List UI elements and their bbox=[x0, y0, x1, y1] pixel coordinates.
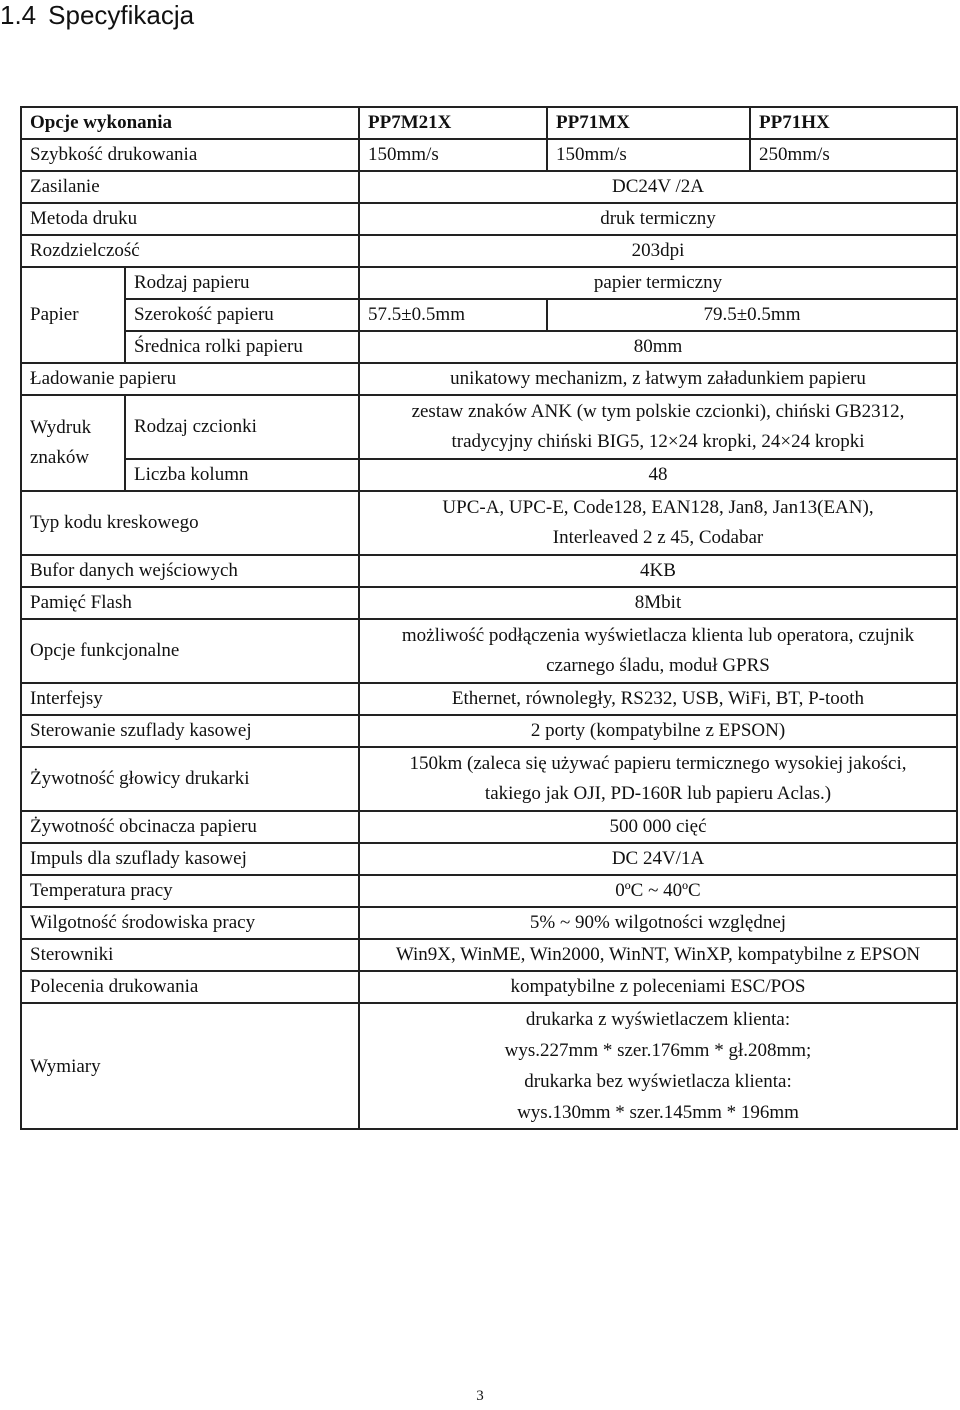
value-line: UPC-A, UPC-E, Code128, EAN128, Jan8, Jan13(EAN), bbox=[442, 497, 874, 518]
row-label: Polecenia drukowania bbox=[21, 971, 359, 1003]
row-group-label: Papier bbox=[21, 267, 125, 363]
table-row-drawer-pulse bbox=[21, 843, 957, 875]
row-label: Żywotność obcinacza papieru bbox=[21, 811, 359, 843]
model-pp7m21x: PP7M21X bbox=[359, 107, 547, 139]
label-line: znaków bbox=[30, 447, 90, 468]
row-label: Wilgotność środowiska pracy bbox=[21, 907, 359, 939]
value-line: 150km (zaleca się używać papieru termicznego wysokiej jakości, bbox=[409, 753, 907, 774]
page-number: 3 bbox=[476, 1388, 484, 1404]
row-label: Rozdzielczość bbox=[21, 235, 359, 267]
model-pp71hx: PP71HX bbox=[750, 107, 957, 139]
row-label: Temperatura pracy bbox=[21, 875, 359, 907]
row-value: 57.5±0.5mm bbox=[359, 299, 547, 331]
row-value: 80mm bbox=[359, 331, 957, 363]
value-line: Interleaved 2 z 45, Codabar bbox=[552, 527, 764, 548]
row-value bbox=[359, 747, 957, 811]
table-row-speed bbox=[21, 139, 957, 171]
row-value: Win9X, WinME, Win2000, WinNT, WinXP, kompatybilne z EPSON bbox=[359, 939, 957, 971]
value-line: takiego jak OJI, PD-160R lub papieru Aclas.) bbox=[484, 783, 832, 804]
table-row-buffer bbox=[21, 555, 957, 587]
value-line: zestaw znaków ANK (w tym polskie czcionki), chiński GB2312, bbox=[411, 401, 905, 422]
row-label: Sterowniki bbox=[21, 939, 359, 971]
value-line: tradycyjny chiński BIG5, 12×24 kropki, 24×24 kropki bbox=[451, 431, 865, 452]
row-label: Pamięć Flash bbox=[21, 587, 359, 619]
row-value: 0ºC ~ 40ºC bbox=[359, 875, 957, 907]
row-value: 500 000 cięć bbox=[359, 811, 957, 843]
row-value: 203dpi bbox=[359, 235, 957, 267]
table-row-loading bbox=[21, 363, 957, 395]
row-value: 79.5±0.5mm bbox=[547, 299, 957, 331]
table-row-columns bbox=[21, 459, 957, 491]
table-row-paper-width bbox=[21, 299, 957, 331]
label-line: Wydruk bbox=[30, 417, 92, 438]
row-label: Typ kodu kreskowego bbox=[21, 491, 359, 555]
row-label: Szybkość drukowania bbox=[21, 139, 359, 171]
row-label: Zasilanie bbox=[21, 171, 359, 203]
row-label: Żywotność głowicy drukarki bbox=[21, 747, 359, 811]
value-line: czarnego śladu, moduł GPRS bbox=[546, 655, 770, 676]
table-header-row bbox=[21, 107, 957, 139]
row-value: druk termiczny bbox=[359, 203, 957, 235]
table-row-barcode bbox=[21, 491, 957, 555]
row-label: Szerokość papieru bbox=[125, 299, 359, 331]
table-row-interfaces bbox=[21, 683, 957, 715]
page-title bbox=[0, 0, 194, 30]
row-value: 48 bbox=[359, 459, 957, 491]
section-title: Specyfikacja bbox=[48, 0, 195, 30]
row-label: Liczba kolumn bbox=[125, 459, 359, 491]
value-line: wys.130mm * szer.145mm * 196mm bbox=[517, 1102, 799, 1123]
row-value: Ethernet, równoległy, RS232, USB, WiFi, BT, P-tooth bbox=[359, 683, 957, 715]
table-row-power bbox=[21, 171, 957, 203]
row-value: unikatowy mechanizm, z łatwym załadunkiem papieru bbox=[359, 363, 957, 395]
table-row-cutter-life bbox=[21, 811, 957, 843]
row-label: Bufor danych wejściowych bbox=[21, 555, 359, 587]
table-row-commands bbox=[21, 971, 957, 1003]
row-value: 150mm/s bbox=[547, 139, 750, 171]
row-value bbox=[359, 619, 957, 683]
row-label: Interfejsy bbox=[21, 683, 359, 715]
row-label: Średnica rolki papieru bbox=[125, 331, 359, 363]
value-line: wys.227mm * szer.176mm * gł.208mm; bbox=[504, 1040, 812, 1061]
model-pp71mx: PP71MX bbox=[547, 107, 750, 139]
table-row-dimensions bbox=[21, 1003, 957, 1129]
row-value: DC 24V/1A bbox=[359, 843, 957, 875]
table-row-humidity bbox=[21, 907, 957, 939]
row-value: papier termiczny bbox=[359, 267, 957, 299]
table-row-options bbox=[21, 619, 957, 683]
row-label: Opcje funkcjonalne bbox=[21, 619, 359, 683]
row-value: 8Mbit bbox=[359, 587, 957, 619]
row-value: DC24V /2A bbox=[359, 171, 957, 203]
row-label: Sterowanie szuflady kasowej bbox=[21, 715, 359, 747]
table-row-drawer-control bbox=[21, 715, 957, 747]
row-label: Rodzaj papieru bbox=[125, 267, 359, 299]
value-line: drukarka z wyświetlaczem klienta: bbox=[525, 1009, 791, 1030]
row-value: kompatybilne z poleceniami ESC/POS bbox=[359, 971, 957, 1003]
table-row-font bbox=[21, 395, 957, 459]
table-row-temperature bbox=[21, 875, 957, 907]
row-value: 2 porty (kompatybilne z EPSON) bbox=[359, 715, 957, 747]
row-label: Rodzaj czcionki bbox=[125, 395, 359, 459]
table-row-drivers bbox=[21, 939, 957, 971]
row-value: 250mm/s bbox=[750, 139, 957, 171]
table-row-paper-roll bbox=[21, 331, 957, 363]
table-row-method bbox=[21, 203, 957, 235]
row-label: Metoda druku bbox=[21, 203, 359, 235]
value-line: możliwość podłączenia wyświetlacza klienta lub operatora, czujnik bbox=[401, 625, 915, 646]
specification-table bbox=[20, 106, 958, 1130]
row-value bbox=[359, 1003, 957, 1129]
row-label: Ładowanie papieru bbox=[21, 363, 359, 395]
row-value bbox=[359, 395, 957, 459]
row-label: Wymiary bbox=[21, 1003, 359, 1129]
row-group-label bbox=[21, 395, 125, 491]
row-value: 5% ~ 90% wilgotności względnej bbox=[359, 907, 957, 939]
table-row-resolution bbox=[21, 235, 957, 267]
row-value bbox=[359, 491, 957, 555]
table-row-flash bbox=[21, 587, 957, 619]
row-value: 4KB bbox=[359, 555, 957, 587]
table-row-head-life bbox=[21, 747, 957, 811]
value-line: drukarka bez wyświetlacza klienta: bbox=[524, 1071, 792, 1092]
table-row-paper-type bbox=[21, 267, 957, 299]
row-label: Impuls dla szuflady kasowej bbox=[21, 843, 359, 875]
header-label: Opcje wykonania bbox=[21, 107, 359, 139]
row-value: 150mm/s bbox=[359, 139, 547, 171]
section-number: 1.4 bbox=[0, 0, 37, 30]
